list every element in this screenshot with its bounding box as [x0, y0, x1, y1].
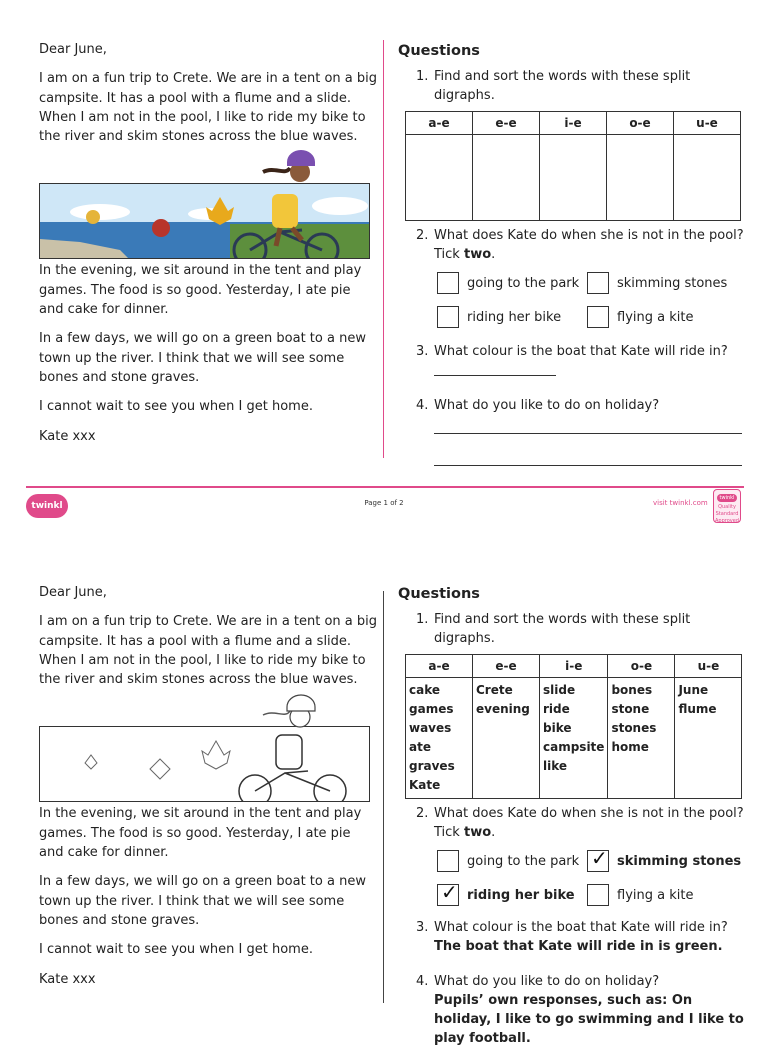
column-divider: [383, 40, 384, 458]
cyclist-head-outline-icon: [255, 691, 335, 741]
answer-cell-i-e: [540, 678, 608, 799]
answer-cell[interactable]: [406, 135, 473, 221]
question-1: 1. Find and sort the words with these split digraphs.: [416, 612, 691, 646]
footer-line: [26, 486, 744, 488]
answer-word: Kate: [409, 778, 441, 792]
option-riding-bike[interactable]: ✓ riding her bike: [437, 884, 587, 906]
option-going-to-park[interactable]: going to the park: [437, 850, 587, 872]
answer-word: graves: [409, 759, 455, 773]
question-3: 3. What colour is the boat that Kate will ride in?: [416, 920, 728, 935]
answer-word: waves: [409, 721, 452, 735]
answer-line[interactable]: [434, 415, 742, 434]
answer-line[interactable]: [434, 361, 556, 376]
answers-section: [398, 585, 748, 1048]
answer-cell[interactable]: [540, 135, 607, 221]
answer-cell[interactable]: [674, 135, 741, 221]
letter-paragraph-2: In the evening, we sit around in the tent and play games. The food is so good. Yesterday, I ate pie and cake for dinner.: [39, 806, 362, 861]
digraph-header: i-e: [540, 112, 607, 135]
tick-box-checked[interactable]: [437, 880, 459, 906]
questions-title: Questions: [398, 43, 480, 59]
letter-paragraph-3: In a few days, we will go on a green boat to a new town up the river. I think that we will see some bones and stone graves.: [39, 331, 366, 385]
letter-paragraph-1: I am on a fun trip to Crete. We are in a tent on a big campsite. It has a pool with a flume and a slide. When I am not in the pool, I like to ride my bike to the river and skim stones across the blue waves.: [39, 614, 378, 688]
digraph-header: e-e: [473, 655, 540, 678]
answer-word: slide: [543, 683, 576, 697]
tick-box-checked[interactable]: [587, 846, 609, 872]
answer-word: flume: [678, 702, 717, 716]
check-icon: ✓: [441, 880, 458, 904]
tick-row: [437, 880, 748, 906]
letter-paragraph-3: In a few days, we will go on a green boat to a new town up the river. I think that we will see some bones and stone graves.: [39, 874, 366, 928]
digraph-header: a-e: [406, 112, 473, 135]
letter-paragraph-1: I am on a fun trip to Crete. We are in a tent on a big campsite. It has a pool with a flume and a slide. When I am not in the pool, I like to ride my bike to the river and skim stones across the blue waves.: [39, 71, 378, 145]
letter-paragraph-2: In the evening, we sit around in the tent and play games. The food is so good. Yesterday, I ate pie and cake for dinner.: [39, 263, 362, 318]
questions-title: Questions: [398, 586, 480, 602]
answer-word: stone: [611, 702, 650, 716]
answer-word: games: [409, 702, 454, 716]
tick-row: [437, 272, 748, 294]
answer-word: home: [611, 740, 649, 754]
answer-word: campsite: [543, 740, 605, 754]
answer-word: bones: [611, 683, 653, 697]
check-icon: ✓: [591, 846, 608, 870]
letter-paragraph-4: I cannot wait to see you when I get home.: [39, 942, 313, 958]
answer-word: Crete: [476, 683, 513, 697]
page-footer: [0, 486, 768, 526]
tick-box[interactable]: [437, 272, 459, 294]
digraph-table-answers: [405, 654, 742, 799]
answer-line[interactable]: [434, 434, 742, 466]
answer-cell[interactable]: [473, 135, 540, 221]
option-riding-bike[interactable]: riding her bike: [437, 306, 587, 328]
letter-signoff: Kate xxx: [39, 428, 96, 444]
question-4: 4. What do you like to do on holiday?: [416, 398, 660, 413]
answer-word: bike: [543, 721, 572, 735]
answer-cell-u-e: [675, 678, 742, 799]
option-skimming-stones[interactable]: skimming stones: [587, 272, 737, 294]
answer-word: ate: [409, 740, 431, 754]
option-flying-kite[interactable]: flying a kite: [587, 306, 737, 328]
digraph-header: o-e: [607, 112, 674, 135]
answer-word: evening: [476, 702, 530, 716]
question-1: 1. Find and sort the words with these split digraphs.: [416, 69, 691, 103]
answer-word: June: [678, 683, 709, 697]
twinkl-logo[interactable]: twinkl: [26, 494, 68, 518]
option-going-to-park[interactable]: going to the park: [437, 272, 587, 294]
tick-box[interactable]: [437, 850, 459, 872]
digraph-header: i-e: [540, 655, 608, 678]
question-2: 2. What does Kate do when she is not in the pool? Tick two.: [416, 228, 744, 262]
letter-greeting: Dear June,: [39, 585, 107, 600]
answer-word: cake: [409, 683, 441, 697]
letter-signoff: Kate xxx: [39, 971, 96, 987]
cyclist-head-icon: [255, 148, 335, 198]
tick-box[interactable]: [587, 272, 609, 294]
digraph-header: u-e: [674, 112, 741, 135]
answer-cell[interactable]: [607, 135, 674, 221]
answer-cell-a-e: [406, 678, 473, 799]
worksheet-page: [0, 0, 768, 480]
question-4-answer: Pupils’ own responses, such as: On holiday, I like to go swimming and I like to play football.: [434, 993, 744, 1046]
option-flying-kite[interactable]: flying a kite: [587, 884, 737, 906]
digraph-header: a-e: [406, 655, 473, 678]
tick-box[interactable]: [587, 306, 609, 328]
option-skimming-stones[interactable]: ✓ skimming stones: [587, 850, 747, 872]
question-3: 3. What colour is the boat that Kate will ride in?: [416, 344, 728, 359]
tick-box[interactable]: [587, 884, 609, 906]
letter-greeting: Dear June,: [39, 42, 107, 57]
answer-word: like: [543, 759, 568, 773]
question-4: 4. What do you like to do on holiday?: [416, 974, 660, 989]
answer-page: [0, 543, 768, 1046]
answer-word: stones: [611, 721, 657, 735]
digraph-header: o-e: [608, 655, 675, 678]
visit-link[interactable]: visit twinkl.com: [653, 499, 708, 507]
tick-row: [437, 306, 748, 328]
questions-section: [398, 42, 748, 466]
digraph-table-empty: [405, 111, 741, 221]
answer-word: ride: [543, 702, 570, 716]
letter-paragraph-4: I cannot wait to see you when I get home.: [39, 399, 313, 415]
answer-cell-o-e: [608, 678, 675, 799]
column-divider: [383, 591, 384, 1003]
answer-cell-e-e: [473, 678, 540, 799]
digraph-header: e-e: [473, 112, 540, 135]
tick-box[interactable]: [437, 306, 459, 328]
question-2: 2. What does Kate do when she is not in the pool? Tick two.: [416, 806, 744, 840]
digraph-header: u-e: [675, 655, 742, 678]
page-number: Page 1 of 2: [364, 499, 404, 507]
question-3-answer: The boat that Kate will ride in is green.: [434, 939, 723, 954]
quality-badge-icon: twinkl Quality Standard Approved: [713, 489, 741, 523]
tick-row: [437, 846, 748, 872]
